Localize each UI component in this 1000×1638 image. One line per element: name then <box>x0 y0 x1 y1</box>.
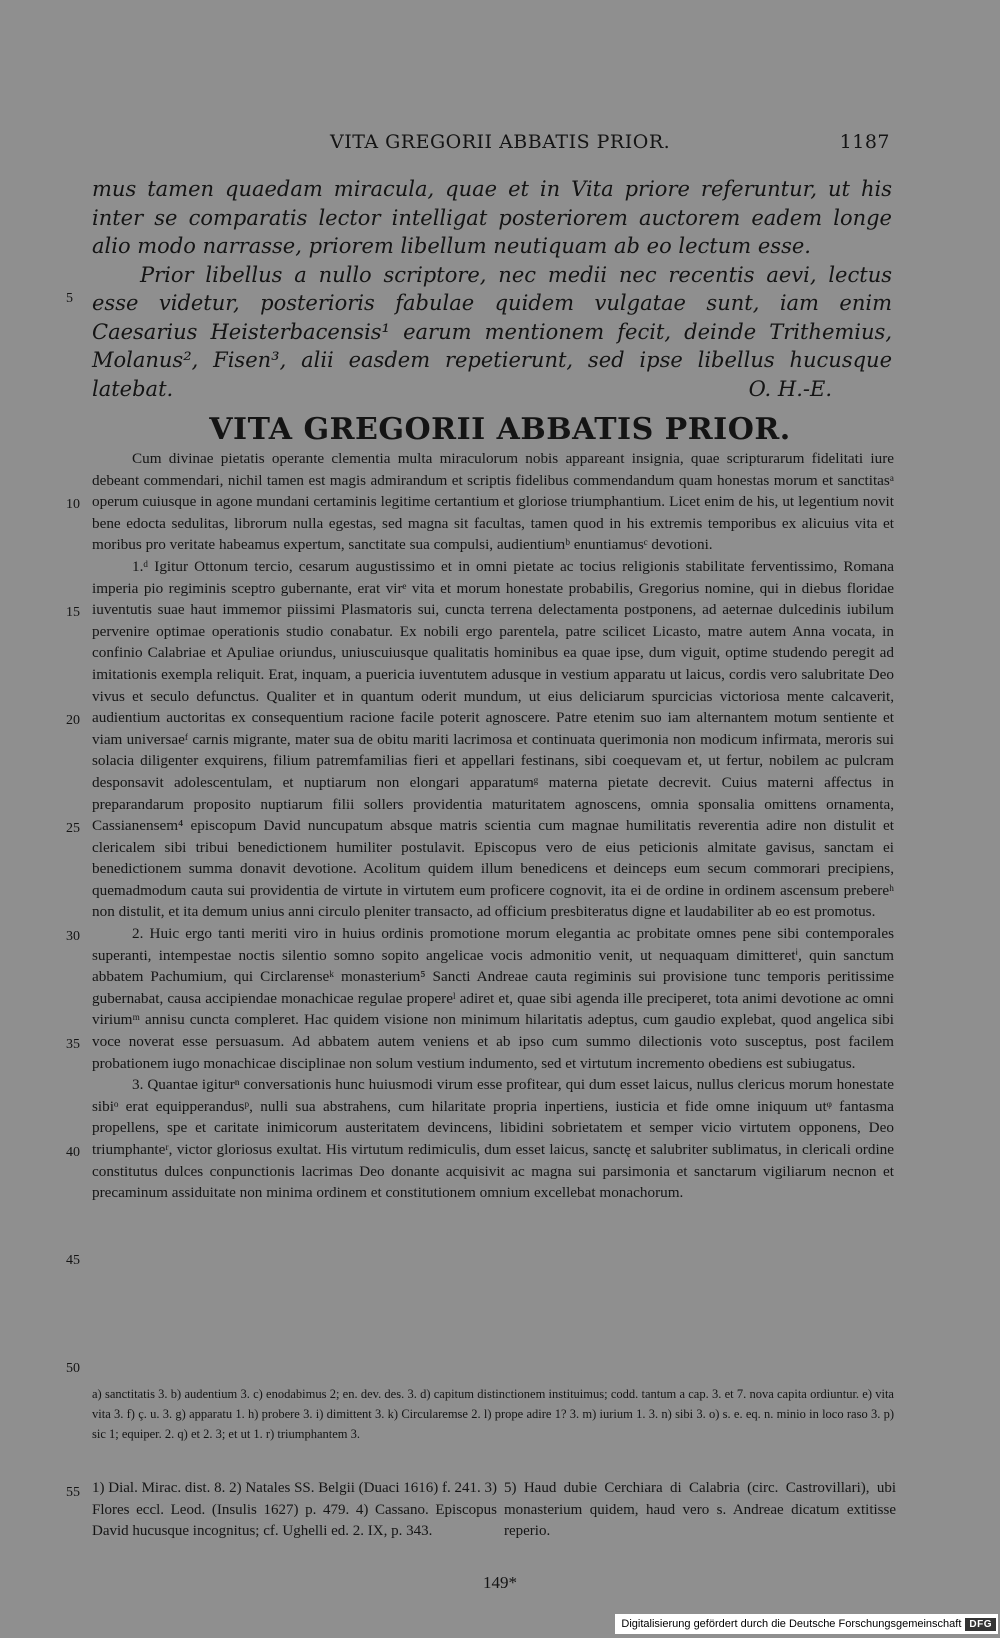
line-number: 30 <box>66 929 80 944</box>
intro-paragraph-1: mus tamen quaedam miracula, quae et in Vita priore referuntur, ut his inter se comparatis lector intelligat posteriorem auctorem eadem longe alio modo narrasse, priorem libellum neutiquam ab eo lectum esse. <box>92 177 892 258</box>
main-text <box>92 448 894 1204</box>
intro-paragraph-2 <box>92 261 892 404</box>
critical-apparatus <box>92 1384 894 1444</box>
apparatus-text: a) sanctitatis 3. b) audentium 3. c) enodabimus 2; en. dev. des. 3. d) capitum distinctionem instituimus; codd. tantum a cap. 3. et 7. nova capita ordiuntur. e) vita vita 3. f) ç. u. 3. g) apparatu 1. h) probere 3. i) dimittent 3. k) Circularemse 2. l) prope adire 1? 3. m) iurium 1. 3. n) sibi 3. o) s. e. eq. n. minio in loco raso 3. p) sic 1; equiper. 2. q) et 2. 3; et ut 1. r) triumphantem 3. <box>92 1387 894 1441</box>
line-number: 20 <box>66 713 80 728</box>
line-number: 45 <box>66 1253 80 1268</box>
line-number: 35 <box>66 1037 80 1052</box>
footnotes-left-column <box>92 1478 497 1543</box>
intro-paragraph-2-text: Prior libellus a nullo scriptore, nec medii nec recentis aevi, lectus esse videtur, posterioris fabulae quidem vulgatae sunt, iam enim Caesarius Heisterbacensis¹ earum mentionem fecit, deinde Trithemius, Molanus², Fisen³, alii easdem repetierunt, sed ipse libellus hucusque latebat. <box>92 262 892 401</box>
main-title: VITA GREGORII ABBATIS PRIOR. <box>209 412 791 447</box>
chapter-3-paragraph: 3. Quantae igiturⁿ conversationis hunc huiusmodi virum esse profitear, qui dum esset laicus, nullus clericus morum honestate sibiᵒ erat equipperandusᵖ, nulli sua abstrahens, cum hilaritate propria inpertiens, iusticia et fide omne iniquum utᵠ fantasma propellens, spe et caritate inimicorum austeritatem devincens, libidini sobrietatem et semper vicio virtutem opponens, Deo triumphanteʳ, victor gloriosus exultat. His virtutum redimiculis, dum esset laicus, sanctę et salubriter sublimatus, in clericali ordine constitutus dulces conpunctionis lacrimas Deo donante acquisivit ac magna sui parsimonia et sanctarum vigiliarum necnon et precaminum assiduitate non minima ordinem et constitutionem omnium excellebat monachorum. <box>92 1076 894 1202</box>
running-head-title: VITA GREGORII ABBATIS PRIOR. <box>330 131 671 153</box>
footnotes-left-text: 1) Dial. Mirac. dist. 8. 2) Natales SS. Belgii (Duaci 1616) f. 241. 3) Flores eccl. Leod. (Insulis 1627) p. 479. 4) Cassano. Episcopus David hucusque incognitus; cf. Ughelli ed. 2. IX, p. 343. <box>92 1480 497 1539</box>
line-number: 55 <box>66 1485 80 1500</box>
line-number: 15 <box>66 605 80 620</box>
line-number: 25 <box>66 821 80 836</box>
introduction <box>92 175 892 403</box>
footnotes-right-column <box>504 1478 896 1543</box>
chapter-1-paragraph: 1.ᵈ Igitur Ottonum tercio, cesarum augustissimo et in omni pietate ac tocius religionis stabilitate ferventissimo, Romana imperia pio regiminis sceptro gubernante, erat virᵉ vita et morum honestate probabilis, Gregorius nomine, qui in diebus floridae iuventutis suae haut immemor piissimi Plasmatoris sui, cuncta terrena delectamenta postponens, ad aeternae dulcedinis iubilum pervenire optimae operationis studio conabatur. Ex nobili ergo parentela, patre scilicet Licasto, matre autem Anna vocata, in confinio Calabriae et Apuliae oriundus, uniuscuiusque qualitatis hominibus ea quae ipse, dum viguit, optime studendo peregit ad imitationis exempla reliquit. Erat, inquam, a puericia iuventutem adusque in vestium apparatu ut laicus, cordis vero salubritate Deo vivus et seculo defunctus. Qualiter et in quantum oderit mundum, ut eius deliciarum spurcicias victoriosa mente calcaverit, audientium auctoritas ex consequentium racione facile poterit agnoscere. Patre etenim suo iam alternantem motum sentiente et viam universaeᶠ carnis migrante, mater sua de obitu mariti lacrimosa et continuata querimonia non modicum infirmata, meroris sui solacia diligenter exquirens, filium patremfamilias fieri et appellari festinans, sibi coequevam et, ut fertur, nobilem ac pulcram desponsavit adolescentulam, et nuptiarum non elongari apparatumᵍ materna pietate decrevit. Cuius materni affectus in preparandarum proposito nuptiarum filii sollers providentia maturitatem agnoscens, omnia sponsalia omittens ornamenta, Cassianensem⁴ episcopum David nuncupatum absque matris scientia cum magnae humilitatis reverentia adire non distulit et clericalem sibi tribui benedictionem humiliter postulavit. Episcopus vero de eius peticionis almitate gavisus, sanctam ei benedictionem summa donavit devotione. Acolitum quidem illum benedicens et deinceps eum secum commorari precipiens, quemadmodum cauta sui providentia de virtute in virtutem eum proficere cognovit, ita ei de ordine in ordinem ascensum prebereʰ non distulit, et ita demum unius anni circulo pleniter transacto, ad officium presbiteratus digne et laudabiliter ab eo est promotus. <box>92 557 894 921</box>
line-number: 50 <box>66 1361 80 1376</box>
line-number: 10 <box>66 497 80 512</box>
chapter-2-paragraph: 2. Huic ergo tanti meriti viro in huius ordinis promotione morum elegantia ac probitate omnes pene sibi contemporales superanti, intempestae noctis silentio somno sopito angelicae vocis admonitio venit, ut nequaquam dimitteretⁱ, quin sanctum abbatem Pachumium, qui Circlarenseᵏ monasterium⁵ Sancti Andreae cauta regiminis sui provisione tunc temporis peritissime gubernabat, causa accipiendae monachicae regulae propereˡ adiret et, quae sibi agenda ille preciperet, tota animi devotione ac omni viriumᵐ annisu cuncta compleret. Hac quidem visione non minimum hilaritatis adeptus, cum gaudio explebat, quod angelica sibi voce noverat esse persuasum. Ad abbatem autem veniens et ab ipso cum summo dilectionis voto susceptus, post facilem probationem iugo monachicae disciplinae non solum vestium indumento, sed et virtutum incremento obediens est subiugatus. <box>92 925 894 1072</box>
page-number: 1187 <box>839 131 890 153</box>
signature-mark: 149* <box>483 1573 517 1592</box>
digitization-notice <box>615 1614 998 1634</box>
editor-signature: O. H.-E. <box>748 376 832 401</box>
line-number: 5 <box>66 291 73 306</box>
prologue-paragraph: Cum divinae pietatis operante clementia multa miraculorum nobis appareant insignia, quae scripturarum fidelitati iure debeant commendari, nichil tamen est magis admirandum et scriptis fidelibus commendandum quam honestas morum et sanctitasᵃ operum cuiusque in agone mundani certaminis legitime certantium et gloriose triumphantium. Licet enim de his, ut legentium novit bene edocta sedulitas, librorum nulla egestas, sed magna sit facultas, tamen quod in his extremis temporibus ex alicuius vita et moribus pro veritate habeamus expertum, sanctitate sua compulsi, audientiumᵇ enuntiamusᶜ devotioni. <box>92 450 894 554</box>
dfg-logo-icon: DFG <box>965 1618 996 1631</box>
line-number: 40 <box>66 1145 80 1160</box>
footnotes-right-text: 5) Haud dubie Cerchiara di Calabria (circ. Castrovillari), ubi monasterium quidem, haud vero s. Andreae dicatum extitisse reperio. <box>504 1480 896 1539</box>
digitization-notice-text: Digitalisierung gefördert durch die Deutsche Forschungsgemeinschaft <box>621 1618 962 1630</box>
